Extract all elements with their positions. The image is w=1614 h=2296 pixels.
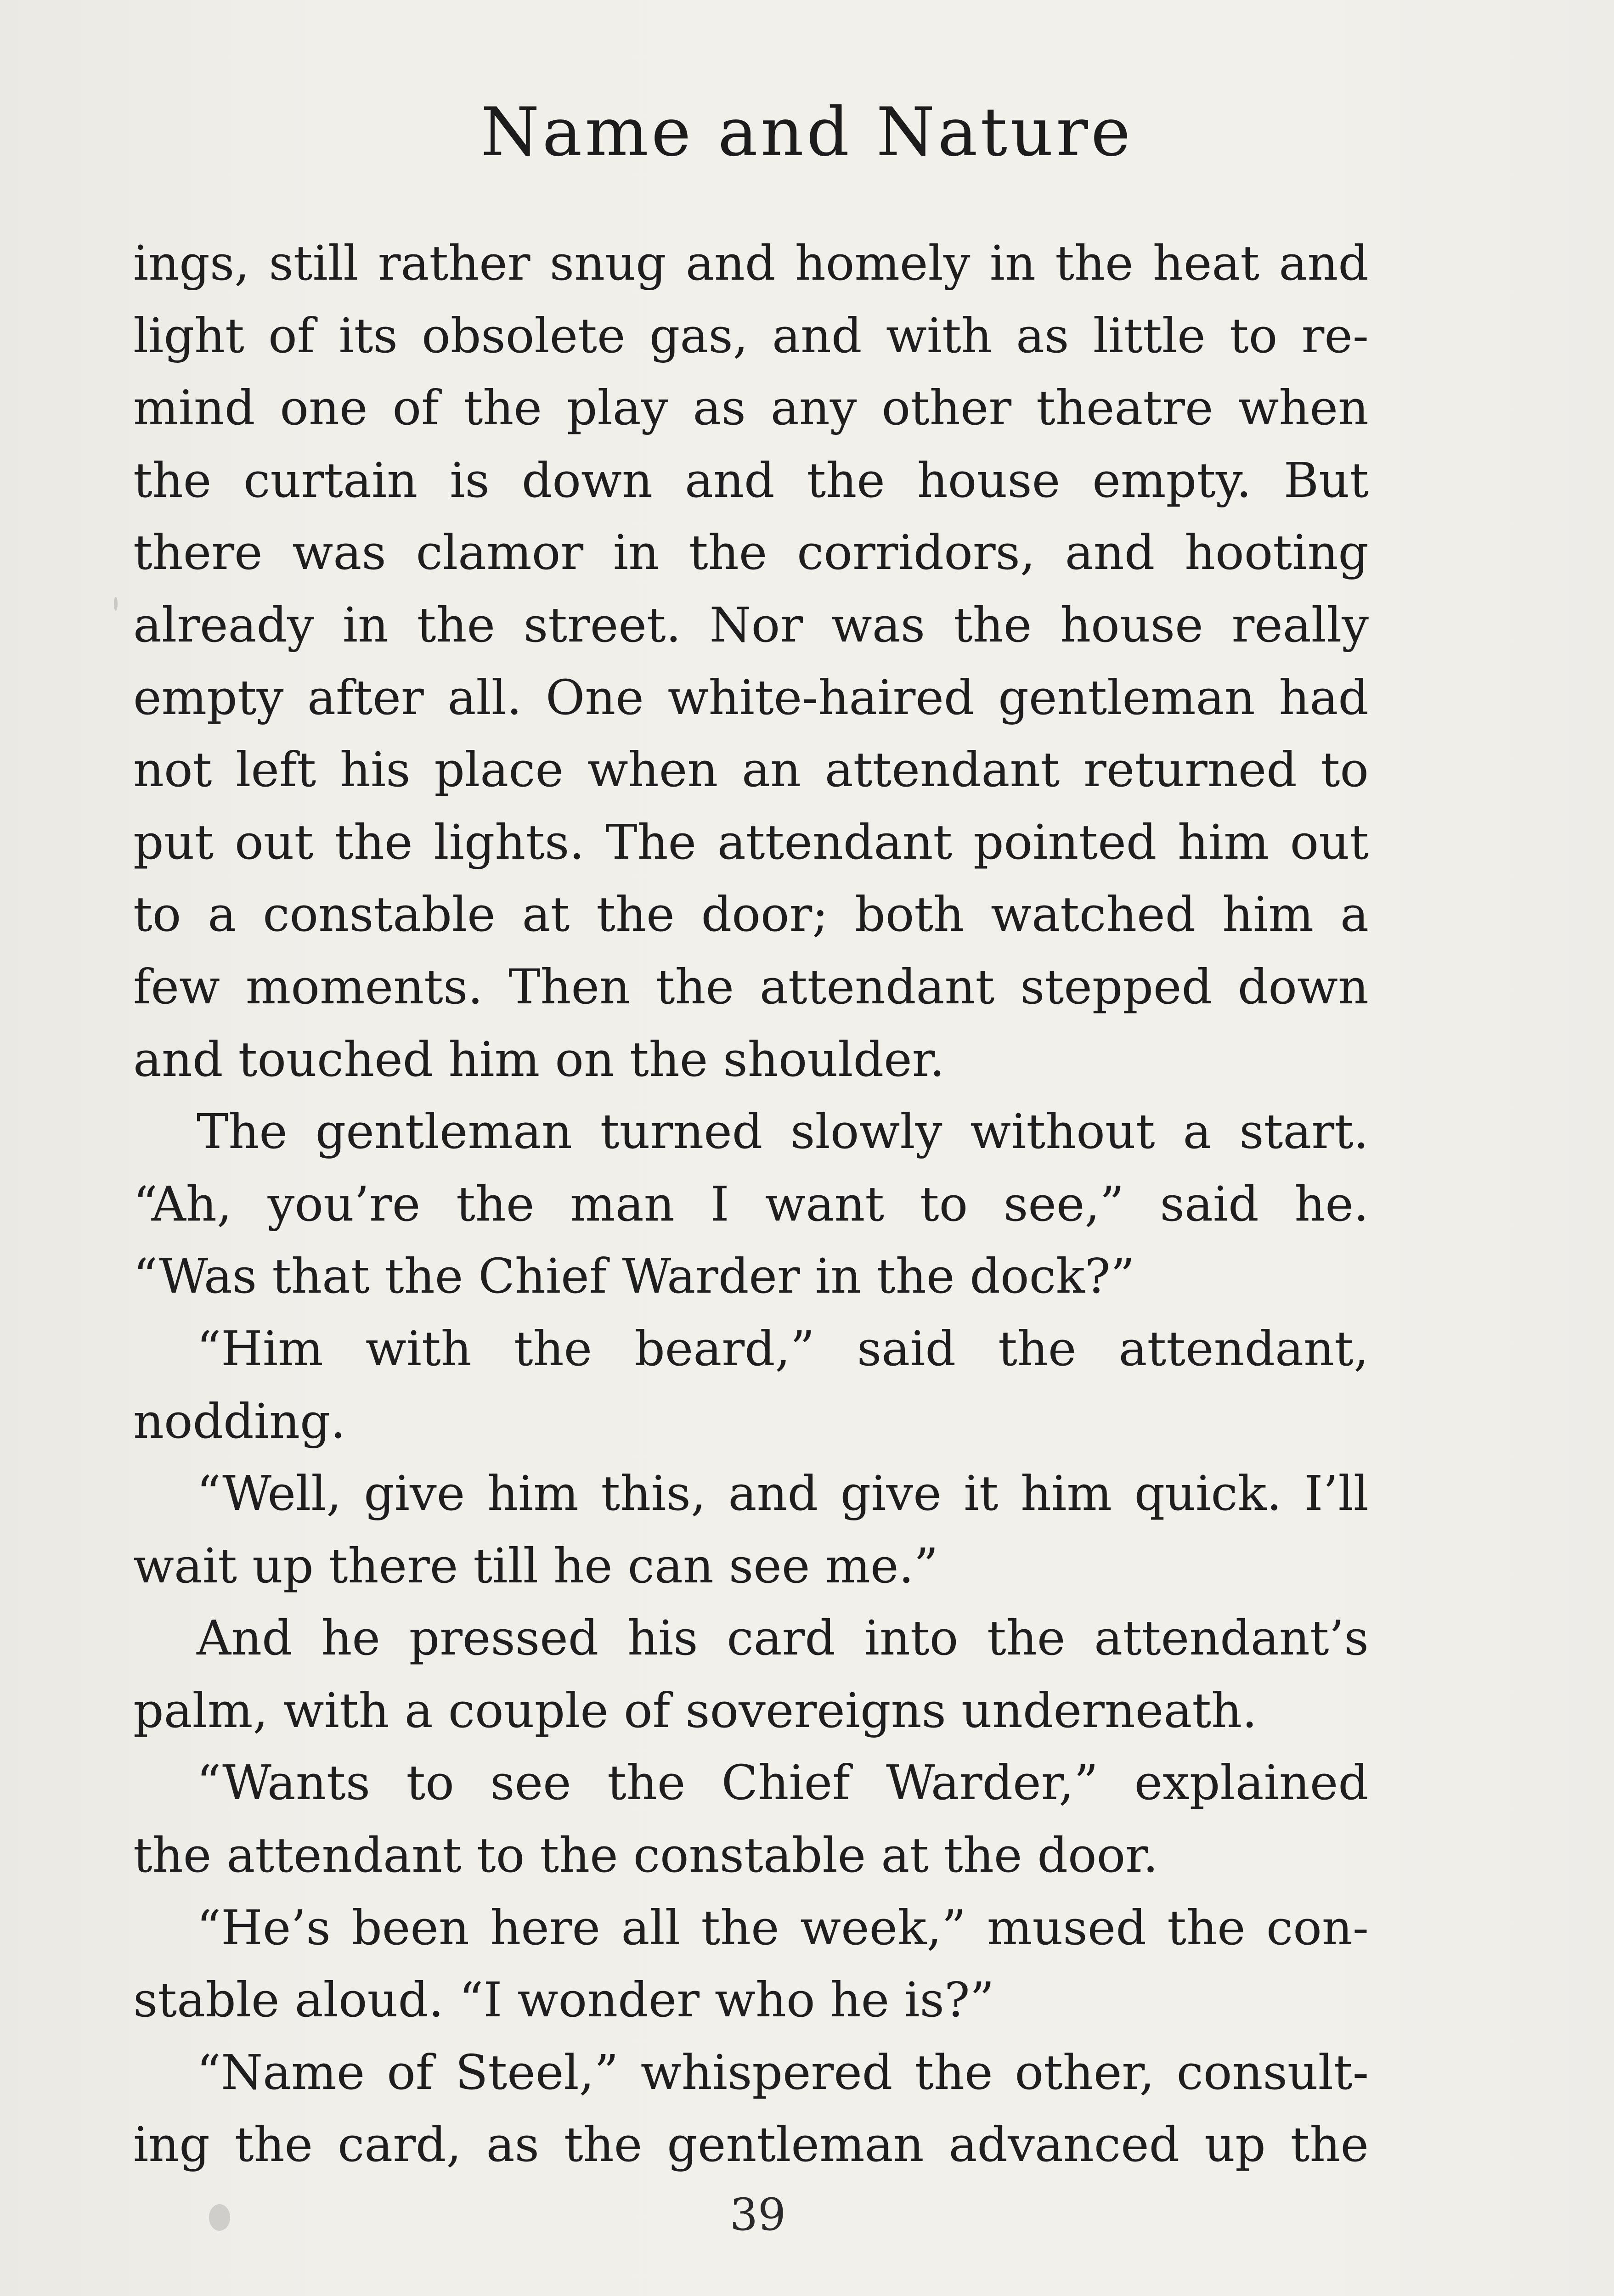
paragraph-first-line: “Well, give him this, and give it him quick. I’ll: [197, 1465, 1369, 1522]
text-line: few moments. Then the attendant stepped down: [133, 958, 1369, 1015]
paper-speck: [114, 597, 118, 611]
text-line: and touched him on the shoulder.: [133, 1031, 945, 1087]
text-line: wait up there till he can see me.”: [133, 1537, 938, 1594]
paragraph-first-line: “Name of Steel,” whispered the other, consult-: [197, 2044, 1369, 2100]
text-line: the curtain is down and the house empty. But: [133, 452, 1369, 508]
body-text: [133, 227, 1369, 2181]
text-line: ings, still rather snug and homely in the heat and: [133, 235, 1369, 291]
text-line: the attendant to the constable at the door.: [133, 1827, 1158, 1884]
page-number: 39: [729, 2189, 786, 2240]
paragraph-first-line: “Him with the beard,” said the attendant,: [197, 1320, 1369, 1377]
text-line: palm, with a couple of sovereigns underneath.: [133, 1682, 1258, 1739]
text-line: empty after all. One white-haired gentleman had: [133, 669, 1369, 726]
paragraph-first-line: “He’s been here all the week,” mused the con-: [197, 1899, 1369, 1956]
text-line: “Was that the Chief Warder in the dock?”: [133, 1248, 1135, 1305]
text-line: put out the lights. The attendant pointed him out: [133, 814, 1369, 870]
text-line: to a constable at the door; both watched him a: [133, 886, 1369, 943]
paragraph-first-line: The gentleman turned slowly without a start.: [197, 1103, 1369, 1160]
running-head: Name and Nature: [480, 93, 1134, 171]
text-line: ing the card, as the gentleman advanced up the: [133, 2116, 1369, 2173]
text-line: mind one of the play as any other theatre when: [133, 380, 1369, 436]
text-line: there was clamor in the corridors, and hooting: [133, 524, 1369, 581]
text-line: light of its obsolete gas, and with as little to re-: [133, 307, 1369, 364]
text-line: nodding.: [133, 1393, 346, 1449]
text-line: already in the street. Nor was the house really: [133, 597, 1369, 653]
text-line: “Ah, you’re the man I want to see,” said he.: [133, 1176, 1369, 1232]
text-line: not left his place when an attendant returned to: [133, 742, 1369, 798]
paragraph-first-line: “Wants to see the Chief Warder,” explained: [197, 1755, 1369, 1811]
paragraph-first-line: And he pressed his card into the attendant’s: [197, 1610, 1369, 1666]
text-line: stable aloud. “I wonder who he is?”: [133, 1972, 994, 2028]
